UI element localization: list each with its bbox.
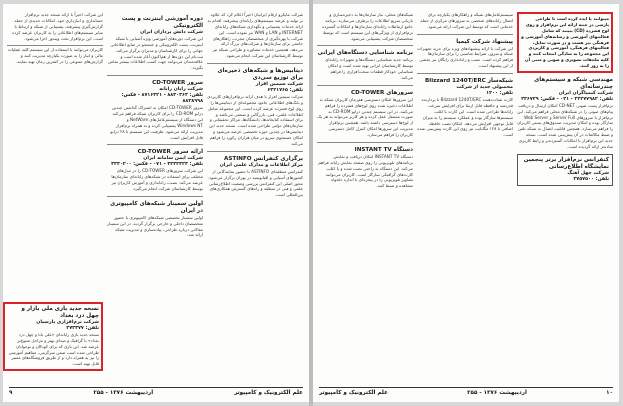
article-text: نرم‌افزار پست صوتی CD-NET امکان ارسال و دریافت پیام‌های صوتی را در شبکه‌های محلی فراهم می‌کند. این نرم‌افزار با سرورهای Server Full و Web Server سازگار بوده و امکان مدیریت صندوق‌های پستی کاربران را فراهم می‌سازد. همچنین قابلیت اتصال به شبکه تلفن و ضبط مکالمات در آن پیش‌بینی شده است. نسخه جدید این نرم‌افزار با امکانات گسترده‌تر و رابط کاربری ساده‌تر ارائه گردیده است.	[517, 102, 613, 149]
article-text: این سرورها امکان دسترسی هم‌زمان کاربران شبکه به اطلاعات ذخیره شده روی لوح‌های فشرده را فراهم می‌کنند. در این سیستم چندین درایو CD-ROM به صورت مستقل عمل کرده و هر کاربر می‌تواند به هر یک از لوح‌ها دسترسی داشته باشد. همچنین نرم‌افزار مدیریت این سرورها امکان کنترل کامل دسترسی کاربران را فراهم می‌سازد.	[317, 96, 413, 138]
left-page	[3, 4, 309, 402]
article-info: شرکت کیمیاگران ایران تلفن: ۲۲۲۷۷۹۸۲ - ۰۲۱ - فکس: ۲۴۶۷۲۹	[521, 90, 613, 102]
article-text: سیستم‌عامل‌های شبکه و راهکارهای یکپارچه برای اتصال رایانه‌های شخصی به سرورهای مرکزی از جمله خدماتی است که توسط این شرکت ارائه می‌شود.	[420, 12, 513, 29]
article-text: کنفرانس منطقه‌ای ASTINFO با حضور نمایندگانی از کشورهای آسیایی و اقیانوسیه در تهران برگزار می‌شود. محور اصلی این کنفرانس بررسی وضعیت اطلاع‌رسانی علمی و فنی در منطقه و راه‌های گسترش همکاری‌های بین‌المللی است.	[207, 168, 303, 198]
highlighted-article-title: نسخه جدید بازی ملی بازار و چهل دزد بغداد	[21, 306, 99, 319]
page-number: ۹	[9, 390, 13, 396]
article-info: شرکت ایمن سامانه ایران تلفن: ۳۴۳۴۳۲۳ - ۰۷۱ - فکس: ۳۴۳۰۲۰۰	[111, 156, 203, 168]
article-text: دستگاه INSTANT TV امکان دریافت و نمایش برنامه‌های تلویزیونی را روی صفحه نمایش رایانه فراهم می‌کند. این دستگاه به راحتی نصب شده و با اغلب کارت‌های گرافیکی سازگار است. کاربران می‌توانند تصاویر تلویزیونی را در پنجره‌ای با اندازه دلخواه مشاهده و ضبط کنند.	[318, 153, 413, 189]
page-number: ۱۰	[606, 390, 613, 396]
article-title: مهندسی شبکه و سیستم‌های چندرسانه‌ای	[534, 76, 613, 90]
info-box	[517, 154, 613, 186]
article-info: شرکت رایان رایانه تلفن: ۸۸۳۰۴۶۴ - ۸۷۱۶۳۲۱ - فکس: ۸۸۳۸۹۹۸	[121, 87, 203, 105]
divider	[317, 45, 413, 46]
article-text: این شرکت سرورهای CD-TOWER را در مدل‌های مختلف برای استفاده در شبکه‌های رایانه‌ای سازمان‌ها عرضه می‌کند. نصب، راه‌اندازی و آموزش کاربران نیز توسط کارشناسان شرکت انجام می‌گیرد.	[111, 168, 203, 191]
article-text: برنامه جدید شناسایی دستگاه‌ها و تجهیزات رایانه‌ای توسط کارشناسان ایرانی تهیه شده است و امکان شناسایی خودکار قطعات سخت‌افزاری را فراهم می‌کند.	[325, 57, 413, 80]
article-title: دیتابیس‌ها و شبکه‌های ذخیره‌ای برای توزیع سی‌دی	[217, 68, 303, 81]
divider	[317, 142, 413, 143]
left-page-column-left	[7, 12, 103, 65]
article-text: سرور CD-TOWER امکان به اشتراک گذاشتن چندین درایو CD-ROM را برای کاربران شبکه فراهم می‌کند. این دستگاه از سیستم‌عامل‌های NetWare و Windows NT پشتیبانی کرده و به همراه نرم‌افزار مدیریت ارائه می‌شود. ظرفیت این سیستم تا ۲۸ درایو قابل افزایش است.	[110, 105, 203, 140]
article-text: اولین سمینار تخصصی شبکه‌های کامپیوتری با حضور متخصصان داخلی و خارجی برگزار گردید. در این سمینار مقالاتی درباره طراحی، پیاده‌سازی و مدیریت شبکه ارائه شد.	[107, 214, 203, 238]
right-page	[313, 4, 619, 402]
article-text: این شرکت اخیراً با ارائه نسخه جدید نرم‌افزار حسابداری و انبارداری خود، امکانات جدیدی از جمله گزارش‌گیری پیشرفته، پشتیبانی از شبکه و ارتباط با سایر سیستم‌های اطلاعاتی را به کاربران عرضه کرده است. این نرم‌افزار تحت ویندوز اجرا می‌شود.	[12, 12, 103, 41]
article-title: دستگاه INSTANT TV	[354, 146, 413, 153]
article-title: ارائه سرور CD-TOWER	[137, 149, 203, 156]
highlighted-article	[3, 302, 103, 371]
article-text: این شرکت دوره‌های آموزشی ویژه آشنایی با شبکه اینترنت، پست الکترونیکی و جستجو در منابع اطلاعاتی جهانی را برای کارشناسان و مدیران برگزار می‌کند. ثبت‌نام این دوره‌ها از هم‌اکنون آغاز شده است و علاقه‌مندان می‌توانند جهت کسب اطلاعات بیشتر تماس بگیرند.	[108, 35, 203, 71]
page-footer	[9, 387, 303, 398]
article-title: اولین سمینار شبکه‌های کامپیوتری در ایران	[110, 200, 203, 214]
info-box-title: کنفرانس نرم‌افزار برتر پنجمین نمایشگاه اطلاع‌رسانی	[523, 156, 609, 170]
divider	[207, 151, 303, 152]
right-page-column-left	[317, 12, 413, 189]
article-info: شرکت دانش پردازان ایران	[140, 29, 203, 35]
article-text: این شرکت با ارائه پیشنهادهای ویژه برای خرید تجهیزات شبکه و سرور، شرایط مناسبی را برای سازمان‌ها فراهم کرده است. نصب و راه‌اندازی رایگان نیز بخشی از این پیشنهاد است.	[417, 45, 513, 69]
divider	[207, 63, 303, 64]
divider	[317, 85, 413, 86]
divider	[417, 34, 513, 35]
article-info: محصولی جدید از شرکت تلفن: ۱۴۰۰	[456, 85, 513, 97]
issue-date: ۲۵۵ - اردیبهشت ۱۳۷۶	[93, 390, 154, 396]
right-page-column-middle	[417, 12, 513, 138]
article-title: برگزاری کنفرانس ASTINFO	[224, 155, 303, 162]
divider	[7, 45, 103, 46]
article-text: کاربران می‌توانند با استفاده از این سیستم کلیه عملیات مالی و انبار را به صورت یکپارچه مدیریت کنند و گزارش‌های متنوعی را در کمترین زمان تهیه نمایند.	[7, 47, 103, 65]
highlighted-article-text: نسخه جدید بازی رایانه‌ای «علی بابا و چهل دزد بغداد» با گرافیک و صدای بهتر و مراحل متنوع‌تر عرضه شد. این بازی که برای کودکان و نوجوانان طراحی شده است ضمن سرگرمی، مفاهیم آموزشی را نیز به همراه دارد و از طریق فروشگاه‌های معتبر قابل تهیه است.	[8, 331, 99, 367]
divider	[107, 144, 203, 145]
article-info: مرکز اطلاعات و مدارک علمی ایران	[219, 162, 303, 168]
article-text: کارت شتاب‌دهنده Blizzard 1240T/ERC با پردازنده قدرتمند و حافظه قابل ارتقا برای افزایش سرعت رایانه‌ها طراحی شده است. این کارت با اغلب سیستم‌ها سازگار بوده و عملکرد سیستم را به میزان قابل توجهی افزایش می‌دهد. امکان نصب حافظه اضافی تا ۱۲۸ مگابایت نیز روی این کارت پیش‌بینی شده است.	[417, 97, 513, 138]
info-box-info: شرکت چهل آهنگ تلفن: ۲۷۵۷۵۰۰	[567, 170, 609, 182]
article-text: شبکه‌های محلی، نیاز سازمان‌ها به ذخیره‌سازی و بازیابی سریع اطلاعات را برطرف می‌سازند. برنامه جامع ارتباطات رایانه‌ای سازمان‌ها و امکانات گسترده نرم‌افزاری از ویژگی‌های این سیستم است که توسط متخصصان شرکت پشتیبانی می‌شود.	[322, 12, 413, 41]
article-title: سرورهای CD-TOWER	[351, 89, 413, 96]
highlighted-article	[517, 12, 613, 73]
left-page-column-right	[207, 12, 303, 198]
magazine-name: علم الکترونیک و کامپیوتر	[319, 390, 388, 396]
article-info: شرکت سیمین افزار تلفن: ۶۴۲۱۷۶۵	[255, 81, 303, 93]
article-text: شرکت سیمین افزار با هدف ارائه نرم‌افزارهای کاربردی و بانک‌های اطلاعاتی جامع، مجموعه‌ای از دیتابیس‌ها را روی لوح فشرده عرضه کرده است. این مجموعه شامل اطلاعات علمی، فنی، بازرگانی و صنعتی می‌باشد و برای استفاده کتابخانه‌ها، دانشگاه‌ها، مراکز تحقیقاتی و سازمان‌های دولتی طراحی شده است. نسخه جدید این دیتابیس‌ها در چندین حوزه تخصصی عرضه می‌شود و امکان جستجوی سریع در میان هزاران رکورد را فراهم می‌کند.	[207, 93, 303, 146]
page-footer	[319, 387, 613, 398]
left-page-column-middle	[107, 12, 203, 238]
article-title: برنامه شناسایی دستگاه‌های ایرانی	[317, 50, 413, 57]
magazine-name: علم الکترونیک و کامپیوتر	[234, 390, 303, 396]
article-title: شبکه‌ساز Blizzard 1240T/ERC	[425, 78, 513, 85]
right-page-column-right	[517, 12, 613, 186]
article-title: پیشنهاد شرکت کیمیا	[456, 38, 513, 45]
highlighted-article-info: شرکت نرم‌افزاری پارسیان تلفن: ۲۷۴۳۷۷	[36, 319, 99, 331]
highlighted-article-text: میتوانند با ایده کرده است تا طراحی پارسی در جنبه ارائه این نرم‌افزار و روی لوح فشرده (CD) ببینند که شامل فعالیتهای آموزشی و رسانه‌های آموزشی و فرهنگی نیز هست و در صورت تمایل، فعالیتهای فرهنگی، آموزشی و کاربردی این مجموعه را به سادگی انتخاب کنند و کلیه ملحقات تصویری و صوتی و متنی آن را به روز کنند.	[521, 16, 609, 68]
divider	[107, 75, 203, 76]
article-text: شرکت مایکرو ارقام ایرانیان اخیراً اعلام کرد که علاوه بر تولید و عرضه سیستم‌های رایانه‌ای پیشرفته، اقدام به ارائه خدمات پشتیبانی و نگهداری شبکه‌های رایانه‌ای INTERNET و LAN و WAN نیز نموده است. این شرکت با بهره‌گیری از متخصصان مجرب، راهکارهای جامعی برای سازمان‌ها و شرکت‌های بزرگ ارائه می‌دهد. همچنین خدمات مشاوره و طراحی شبکه نیز توسط کارشناسان این شرکت انجام می‌شود.	[207, 12, 303, 59]
divider	[107, 196, 203, 197]
article-title: سرور CD-TOWER	[152, 80, 203, 87]
divider	[417, 73, 513, 74]
article-title: دوره آموزشی اینترنت و پست الکترونیکی	[121, 16, 203, 29]
issue-date: ۲۵۵ - اردیبهشت ۱۳۷۶	[467, 390, 527, 396]
